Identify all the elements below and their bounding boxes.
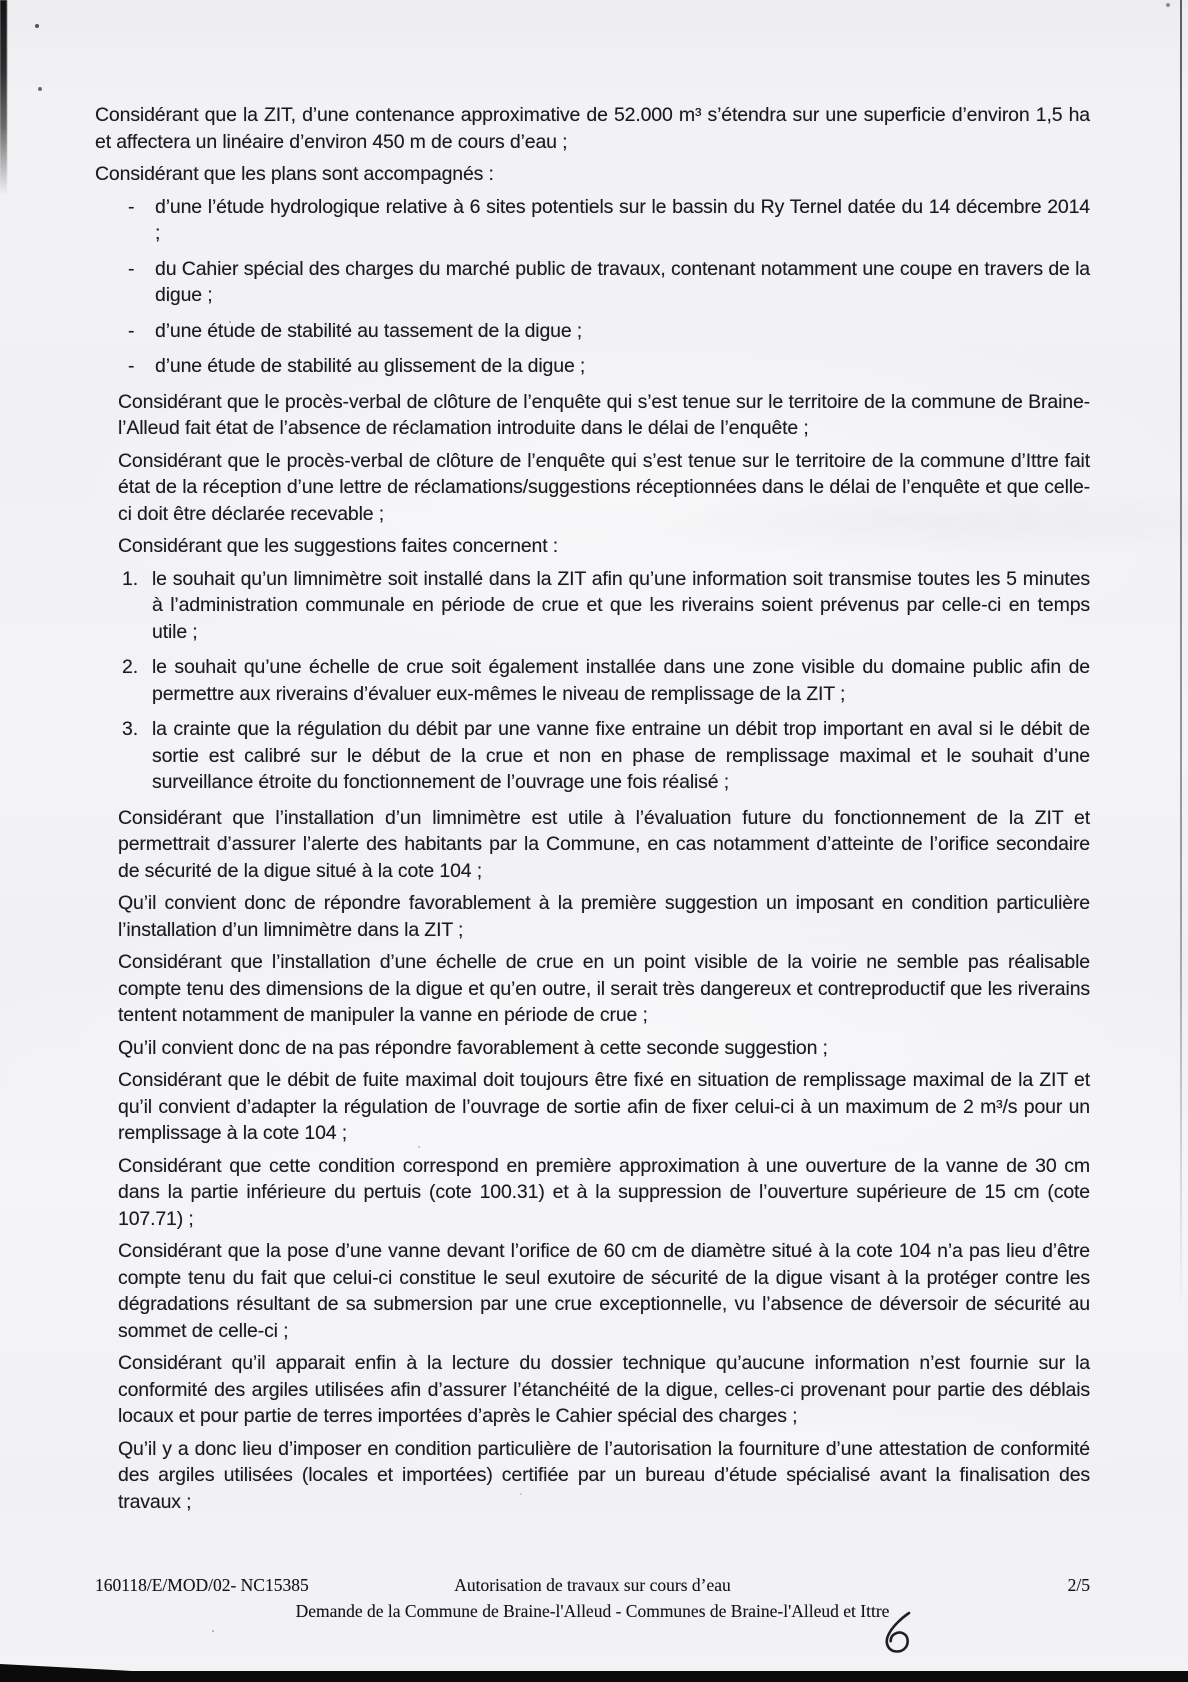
paragraph: Considérant que la pose d’une vanne devant l’orifice de 60 cm de diamètre situé à la cote 104 n’a pas lieu d’être compte tenu du fait que celui-ci constitue le seul exutoire de sécurité de la digue visant à la protéger contre les dégradations résultant de sa submersion par une crue exceptionnelle, vu l’absence de déversoir de sécurité au sommet de celle-ci ; — [118, 1240, 1090, 1342]
page-number: 2/5 — [1067, 1575, 1090, 1595]
item-text: d’une l’étude hydrologique relative à 6 sites potentiels sur le bassin du Ry Ternel datée du 14 décembre 2014 ; — [155, 195, 1090, 244]
bullet-item — [128, 318, 1090, 345]
footer-subtitle: Demande de la Commune de Braine-l'Alleud - Communes de Braine-l'Alleud et Ittre — [295, 1601, 890, 1621]
paragraph: Considérant que le débit de fuite maximal doit toujours être fixé en situation de remplissage maximal de la ZIT et qu’il convient d’adapter la régulation de l’ouvrage de sortie afin de fixer celui-ci à un maximum de 2 m³/s pour un remplissage à la cote 104 ; — [118, 1069, 1090, 1144]
item-marker: - — [128, 319, 135, 342]
item-text: le souhait qu’un limnimètre soit installé dans la ZIT afin qu’une information soit transmise toutes les 5 minutes à l’administration communale en période de crue et que les riverains soient prévenus par celle-ci en temps utile ; — [152, 567, 1090, 643]
scan-specks — [0, 0, 2, 2]
scan-bar-bottom — [0, 1671, 1188, 1682]
paragraph: Considérant que cette condition correspond en première approximation à une ouverture de la vanne de 30 cm dans la partie inférieure du pertuis (cote 100.31) et à la suppression de l’ouverture supérieure de 15 cm (cote 107.71) ; — [118, 1154, 1090, 1230]
bullet-item — [128, 256, 1090, 309]
numbered-item — [122, 654, 1090, 707]
paragraph: Considérant que les suggestions faites concernent : — [118, 535, 559, 557]
document-body — [95, 102, 1090, 1521]
paragraph: Considérant que le procès-verbal de clôture de l’enquête qui s’est tenue sur le territoire de la commune d’Ittre fait état de la réception d’une lettre de réclamations/suggestions réceptionnées dans le délai de l’enquête et que celle-ci doit être déclarée recevable ; — [118, 449, 1090, 525]
item-text: le souhait qu’une échelle de crue soit également installée dans une zone visible du domaine public afin de permettre aux riverains d’évaluer eux-mêmes le niveau de remplissage de la ZIT ; — [152, 656, 1090, 705]
numbered-item — [122, 566, 1090, 646]
paragraph: Considérant qu’il apparait enfin à la lecture du dossier technique qu’aucune information n’est fournie sur la conformité des argiles utilisées afin d’assurer l’étanchéité de la digue, celles-ci provenant pour partie des déblais locaux et pour partie de terres importées d’après le Cahier spécial des charges ; — [118, 1352, 1090, 1427]
paragraph: Qu’il convient donc de répondre favorablement à la première suggestion un imposant en condition particulière l’installation d’un limnimètre dans la ZIT ; — [118, 892, 1090, 941]
bullet-item — [128, 353, 1090, 380]
paragraph: Considérant que l’installation d’une échelle de crue en un point visible de la voirie ne semble pas réalisable compte tenu des dimensions de la digue et qu’en outre, il serait très dangereux et contreproductif que les riverains tentent notamment de manipuler la vanne en période de crue ; — [118, 951, 1090, 1026]
paragraph: Qu’il y a donc lieu d’imposer en condition particulière de l’autorisation la fourniture d’une attestation de conformité des argiles utilisées (locales et importées) certifiée par un bureau d’étude spécialisé avant la finalisation des travaux ; — [118, 1437, 1090, 1513]
item-text: d’une étude de stabilité au glissement de la digue ; — [155, 355, 586, 377]
item-marker: 3. — [122, 718, 138, 740]
item-marker: - — [128, 355, 135, 377]
scan-line-right — [1180, 0, 1182, 1310]
document-reference: 160118/E/MOD/02- NC15385 — [95, 1575, 309, 1595]
handwritten-6-icon — [878, 1611, 914, 1655]
footer-title: Autorisation de travaux sur cours d’eau — [454, 1575, 731, 1595]
paragraph: Qu’il convient donc de na pas répondre favorablement à cette seconde suggestion ; — [118, 1036, 828, 1059]
numbered-item — [122, 716, 1090, 796]
bullet-item — [128, 194, 1090, 247]
item-text: d’une étude de stabilité au tassement de la digue ; — [155, 319, 583, 342]
handwritten-mark-6 — [878, 1611, 914, 1660]
item-marker: - — [128, 257, 135, 280]
item-text: du Cahier spécial des charges du marché public de travaux, contenant notamment une coupe en travers de la digue ; — [155, 257, 1090, 306]
paragraph: Considérant que les plans sont accompagnés : — [95, 163, 494, 185]
scan-edge-left — [0, 0, 7, 195]
item-text: la crainte que la régulation du débit par une vanne fixe entraine un débit trop important en aval si le débit de sortie est calibré sur le début de la crue et non en phase de remplissage maximal et le souhait d’une surveillance étroite du fonctionnement de l’ouvrage une fois réalisé ; — [152, 718, 1090, 793]
item-marker: 2. — [122, 656, 138, 678]
page-footer — [95, 1572, 1090, 1624]
paragraph: Considérant que l’installation d’un limnimètre est utile à l’évaluation future du fonctionnement de la ZIT et permettrait d’assurer l’alerte des habitants par la Commune, en cas notamment d’atteinte de l’orifice secondaire de sécurité de la digue situé à la cote 104 ; — [118, 806, 1090, 882]
footer-row — [95, 1572, 1090, 1598]
paragraph: Considérant que la ZIT, d’une contenance approximative de 52.000 m³ s’étendra sur une superficie d’environ 1,5 ha et affectera un linéaire d’environ 450 m de cours d’eau ; — [95, 104, 1090, 153]
paragraph: Considérant que le procès-verbal de clôture de l’enquête qui s’est tenue sur le territoire de la commune de Braine-l’Alleud fait état de l’absence de réclamation introduite dans le délai de l’enquête ; — [118, 390, 1090, 439]
item-marker: 1. — [122, 567, 138, 590]
item-marker: - — [128, 195, 135, 218]
